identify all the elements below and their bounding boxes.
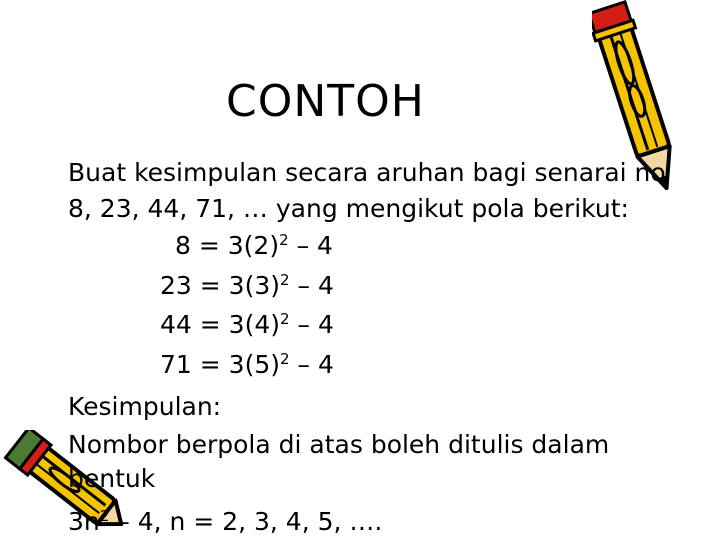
- equation-base: 3(3): [228, 271, 280, 300]
- equals-sign: =: [199, 350, 221, 379]
- equation-line: [160, 273, 334, 298]
- equation-exponent: 2: [280, 310, 290, 328]
- formula-exponent: 2: [99, 507, 110, 525]
- equation-base: 3(2): [227, 231, 280, 260]
- equation-tail: – 4: [289, 310, 334, 339]
- intro-line: Buat kesimpulan secara aruhan bagi senarai no: [68, 158, 666, 187]
- equation-base: 3(5): [228, 350, 280, 379]
- formula-tail: – 4, n = 2, 3, 4, 5, ….: [109, 507, 383, 536]
- equation-lhs: 71: [160, 350, 192, 379]
- equation-base: 3(4): [228, 310, 280, 339]
- equation-exponent: 2: [279, 231, 289, 249]
- general-formula: [68, 509, 382, 534]
- equation-line: [160, 312, 334, 337]
- intro-line: 8, 23, 44, 71, … yang mengikut pola berikut:: [68, 194, 629, 223]
- equation-lhs: 44: [160, 310, 192, 339]
- equals-sign: =: [199, 310, 221, 339]
- equals-sign: =: [198, 231, 220, 260]
- equation-lhs: 23: [160, 271, 192, 300]
- equation-lhs: 8: [175, 231, 191, 260]
- equation-exponent: 2: [280, 350, 290, 368]
- equation-tail: – 4: [288, 231, 333, 260]
- conclusion-line: Nombor berpola di atas boleh ditulis dalam: [68, 430, 610, 459]
- equation-exponent: 2: [280, 271, 290, 289]
- equals-sign: =: [199, 271, 221, 300]
- formula-base: 3n: [68, 507, 100, 536]
- equation-line: [175, 233, 333, 258]
- equation-line: [160, 352, 334, 377]
- equation-tail: – 4: [289, 271, 334, 300]
- slide-title: CONTOH: [226, 76, 425, 127]
- conclusion-heading: Kesimpulan:: [68, 392, 222, 421]
- conclusion-line: bentuk: [68, 464, 156, 493]
- equation-tail: – 4: [289, 350, 334, 379]
